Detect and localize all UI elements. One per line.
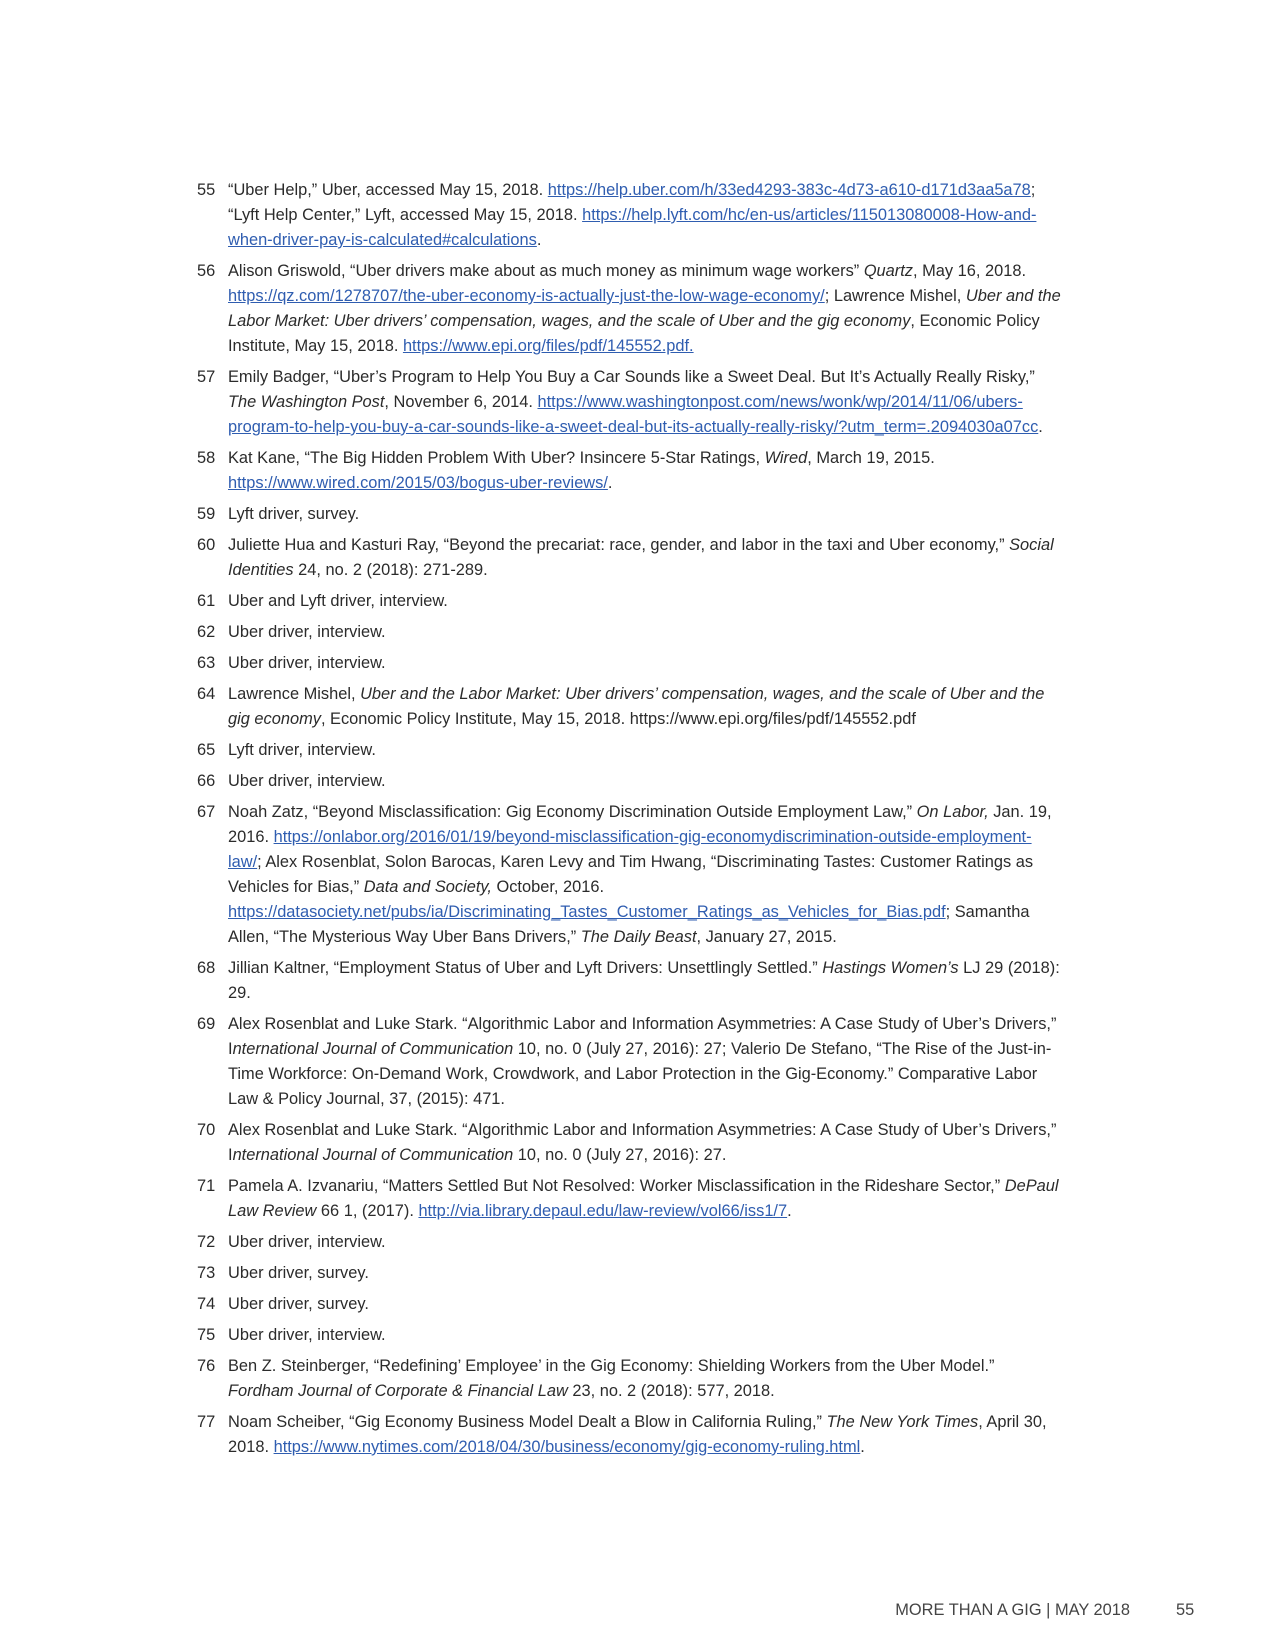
footnote-text <box>228 259 1062 359</box>
footnote-number: 62 <box>197 623 216 641</box>
footnote-segment: Uber driver, survey. <box>228 1264 369 1282</box>
footnote-segment: ; Alex Rosenblat, Solon Barocas, Karen Levy and Tim Hwang, “Discriminating Tastes: Customer Ratings as Vehicles for Bias,” <box>228 853 1034 896</box>
footnote-text <box>228 738 1062 763</box>
footnote-number: 70 <box>197 1121 216 1139</box>
footnote-segment: , March 19, 2015. <box>807 449 935 467</box>
footnote-segment: Alex Rosenblat and Luke Stark. “Algorithmic Labor and Information Asymmetries: A Case Study of Uber’s Drivers,” I <box>228 1121 1057 1164</box>
footnote-segment: , November 6, 2014. <box>384 393 538 411</box>
footnote-segment: Jillian Kaltner, “Employment Status of Uber and Lyft Drivers: Unsettlingly Settled.” <box>228 959 823 977</box>
footnote-number: 63 <box>197 654 216 672</box>
footnote-number: 76 <box>197 1357 216 1375</box>
footnote <box>197 502 1062 527</box>
footnote-italic-title: Fordham Journal of Corporate & Financial Law <box>228 1382 568 1400</box>
footnote-segment: . <box>1038 418 1043 436</box>
footnote <box>197 956 1062 1006</box>
footnote-segment: 66 1, (2017). <box>316 1202 419 1220</box>
footnote-segment: Kat Kane, “The Big Hidden Problem With Uber? Insincere 5-Star Ratings, <box>228 449 765 467</box>
footnote-number: 60 <box>197 536 216 554</box>
footnote-segment: 10, no. 0 (July 27, 2016): 27; Valerio De Stefano, “The Rise of the Just-in-Time Workforce: On-Demand Work, Crowdwork, and Labor Protection in the Gig-Economy.” Comparative Labor Law & Policy Journal, 37, (2015): 471. <box>228 1040 1052 1108</box>
footnote-number: 73 <box>197 1264 216 1282</box>
footnote-segment: Uber driver, survey. <box>228 1295 369 1313</box>
footnote-segment: Jan. 19, 2016. <box>228 803 1052 846</box>
footnote-italic-title: Quartz <box>863 262 914 280</box>
footnote-segment: Alison Griswold, “Uber drivers make about as much money as minimum wage workers” <box>228 262 864 280</box>
footnote-link[interactable]: https://qz.com/1278707/the-uber-economy-is-actually-just-the-low-wage-economy/ <box>228 287 825 305</box>
footnote-segment: ; Samantha Allen, “The Mysterious Way Uber Bans Drivers,” <box>228 903 1030 946</box>
footnote <box>197 589 1062 614</box>
footnote-segment: , Economic Policy Institute, May 15, 2018. <box>228 312 1040 355</box>
footnote-link[interactable]: https://www.wired.com/2015/03/bogus-uber-reviews/ <box>228 474 608 492</box>
footnote <box>197 682 1062 732</box>
footnote-number: 74 <box>197 1295 216 1313</box>
footnote <box>197 533 1062 583</box>
footnote <box>197 1012 1062 1112</box>
footnote-italic-title: The Washington Post <box>228 393 385 411</box>
footnote-link[interactable]: https://datasociety.net/pubs/ia/Discriminating_Tastes_Customer_Ratings_as_Vehicles_for_Bias.pdf <box>228 903 946 921</box>
footnote-segment: Uber driver, interview. <box>228 1233 386 1251</box>
footnote-segment: Uber and Lyft driver, interview. <box>228 592 448 610</box>
footnote-segment: . <box>536 231 542 249</box>
footnote <box>197 1292 1062 1317</box>
footnote-number: 77 <box>197 1413 216 1431</box>
footnote-text <box>228 1354 1062 1404</box>
footnote-text <box>228 1174 1062 1224</box>
footnote-number: 68 <box>197 959 216 977</box>
footnote-link[interactable]: https://onlabor.org/2016/01/19/beyond-misclassification-gig-economydiscrimination-outside-employment-law/ <box>228 828 1032 871</box>
footnote-number: 71 <box>197 1177 216 1195</box>
footnote-segment: “Uber Help,” Uber, accessed May 15, 2018. <box>228 181 548 199</box>
footnote-number: 67 <box>197 803 216 821</box>
footnote-text <box>228 533 1062 583</box>
footnote-text <box>228 769 1062 794</box>
footnote-text <box>228 1230 1062 1255</box>
footnote-link[interactable]: https://www.washingtonpost.com/news/wonk/wp/2014/11/06/ubers-program-to-help-you-buy-a-car-sounds-like-a-sweet-deal-but-its-actually-really-risky/?utm_term=.2094030a07cc <box>228 393 1039 436</box>
footnote-segment: . <box>787 1202 792 1220</box>
footnote-italic-title: The Daily Beast <box>580 928 697 946</box>
footnote <box>197 259 1062 359</box>
footnote <box>197 1230 1062 1255</box>
footnote-link[interactable]: https://help.lyft.com/hc/en-us/articles/115013080008-How-and-when-driver-pay-is-calculated#calculations <box>228 206 1037 249</box>
footnote-text <box>228 502 1062 527</box>
footnote-segment: Alex Rosenblat and Luke Stark. “Algorithmic Labor and Information Asymmetries: A Case Study of Uber’s Drivers,” I <box>228 1015 1057 1058</box>
footnote-number: 55 <box>197 181 216 199</box>
footnote-italic-title: nternational Journal of Communication <box>232 1146 514 1164</box>
footnote-number: 65 <box>197 741 216 759</box>
footnote-number: 66 <box>197 772 216 790</box>
footnote-segment: Lawrence Mishel, <box>228 685 361 703</box>
footnote <box>197 651 1062 676</box>
footnote <box>197 1118 1062 1168</box>
footnote-number: 58 <box>197 449 216 467</box>
footnote-italic-title: The New York Times <box>826 1413 979 1431</box>
footnote-segment: , April 30, 2018. <box>228 1413 1047 1456</box>
footnote-number: 69 <box>197 1015 216 1033</box>
footnote-link[interactable]: https://help.uber.com/h/33ed4293-383c-4d73-a610-d171d3aa5a78 <box>547 181 1031 199</box>
footnote-italic-title: Hastings Women’s <box>822 959 959 977</box>
footnote-text <box>228 446 1062 496</box>
footnote-segment: Uber driver, interview. <box>228 1326 386 1344</box>
footnote-text <box>228 682 1062 732</box>
footnote-number: 75 <box>197 1326 216 1344</box>
footnote-segment: , Economic Policy Institute, May 15, 2018. https://www.epi.org/files/pdf/145552.pdf <box>320 710 916 728</box>
footnote <box>197 738 1062 763</box>
footnote <box>197 620 1062 645</box>
footer-title: MORE THAN A GIG | MAY 2018 <box>895 1601 1130 1619</box>
page-number: 55 <box>1176 1601 1195 1619</box>
footnote-segment: Juliette Hua and Kasturi Ray, “Beyond the precariat: race, gender, and labor in the taxi and Uber economy,” <box>228 536 1010 554</box>
footnote-segment: , May 16, 2018. <box>913 262 1026 280</box>
footnote-italic-title: Uber and the Labor Market: Uber drivers’ compensation, wages, and the scale of Uber and the gig economy <box>228 287 1061 330</box>
footnote-text <box>228 956 1062 1006</box>
footnote-number: 59 <box>197 505 216 523</box>
footnote-segment: . <box>607 474 613 492</box>
footnote-segment: Lyft driver, interview. <box>228 741 376 759</box>
footnote-segment: Noam Scheiber, “Gig Economy Business Model Dealt a Blow in California Ruling,” <box>228 1413 827 1431</box>
footnote-italic-title: On Labor, <box>916 803 989 821</box>
footnote <box>197 1261 1062 1286</box>
footnote-italic-title: nternational Journal of Communication <box>232 1040 514 1058</box>
footnote-segment: ; Lawrence Mishel, <box>824 287 966 305</box>
footnote <box>197 1410 1062 1460</box>
footnote-italic-title: Social Identities <box>228 536 1054 579</box>
footnote-segment: Noah Zatz, “Beyond Misclassification: Gig Economy Discrimination Outside Employment Law,” <box>228 803 917 821</box>
footnotes-list <box>197 178 1062 1466</box>
footnote-number: 64 <box>197 685 216 703</box>
footnote-italic-title: Uber and the Labor Market: Uber drivers’ compensation, wages, and the scale of Uber and the gig economy <box>228 685 1045 728</box>
footnote <box>197 446 1062 496</box>
footnote-segment: 24, no. 2 (2018): 271-289. <box>293 561 488 579</box>
footnote-segment: Uber driver, interview. <box>228 654 386 672</box>
footnote-segment: Emily Badger, “Uber’s Program to Help You Buy a Car Sounds like a Sweet Deal. But It’s Actually Really Risky,” <box>228 368 1035 386</box>
footnote-segment: LJ 29 (2018): 29. <box>228 959 1060 1002</box>
footnote-italic-title: Data and Society, <box>363 878 492 896</box>
footnote-text <box>228 1410 1062 1460</box>
footnote <box>197 800 1062 950</box>
footnote-segment: 10, no. 0 (July 27, 2016): 27. <box>513 1146 727 1164</box>
footnote-text <box>228 1261 1062 1286</box>
footnote-segment: Pamela A. Izvanariu, “Matters Settled But Not Resolved: Worker Misclassification in the Rideshare Sector,” <box>228 1177 1005 1195</box>
footnote-segment: , January 27, 2015. <box>696 928 837 946</box>
footnote-italic-title: Wired <box>764 449 808 467</box>
footnote-text <box>228 365 1062 440</box>
footnote-text <box>228 620 1062 645</box>
footnote-segment: Uber driver, interview. <box>228 623 386 641</box>
footnote-number: 72 <box>197 1233 216 1251</box>
footnote <box>197 1174 1062 1224</box>
footnote-italic-title: DePaul Law Review <box>228 1177 1059 1220</box>
footnote <box>197 769 1062 794</box>
footnote-text <box>228 1323 1062 1348</box>
footnote-number: 57 <box>197 368 216 386</box>
footnote-text <box>228 1012 1062 1112</box>
footnote <box>197 178 1062 253</box>
footnote-text <box>228 800 1062 950</box>
footnote-segment: Ben Z. Steinberger, “Redefining’ Employee’ in the Gig Economy: Shielding Workers from the Uber Model.” <box>228 1357 995 1375</box>
footnote-number: 56 <box>197 262 216 280</box>
footnote-segment: Lyft driver, survey. <box>228 505 360 523</box>
footnote-segment: 23, no. 2 (2018): 577, 2018. <box>567 1382 775 1400</box>
footnote <box>197 365 1062 440</box>
footnote-text <box>228 1118 1062 1168</box>
footnote-text <box>228 651 1062 676</box>
footnote-segment: . <box>860 1438 865 1456</box>
footnote-link[interactable]: http://via.library.depaul.edu/law-review/vol66/iss1/7 <box>418 1202 788 1220</box>
footnote-segment: ; “Lyft Help Center,” Lyft, accessed May 15, 2018. <box>228 181 1036 224</box>
footnote <box>197 1323 1062 1348</box>
footnote-text <box>228 589 1062 614</box>
footnote-segment: October, 2016. <box>491 878 604 896</box>
footnote-segment: Uber driver, interview. <box>228 772 386 790</box>
footnote-link[interactable]: https://www.epi.org/files/pdf/145552.pdf. <box>402 337 694 355</box>
footnote-number: 61 <box>197 592 216 610</box>
footnote-text <box>228 1292 1062 1317</box>
footnote-text <box>228 178 1062 253</box>
footnote <box>197 1354 1062 1404</box>
footnote-link[interactable]: https://www.nytimes.com/2018/04/30/business/economy/gig-economy-ruling.html <box>273 1438 861 1456</box>
